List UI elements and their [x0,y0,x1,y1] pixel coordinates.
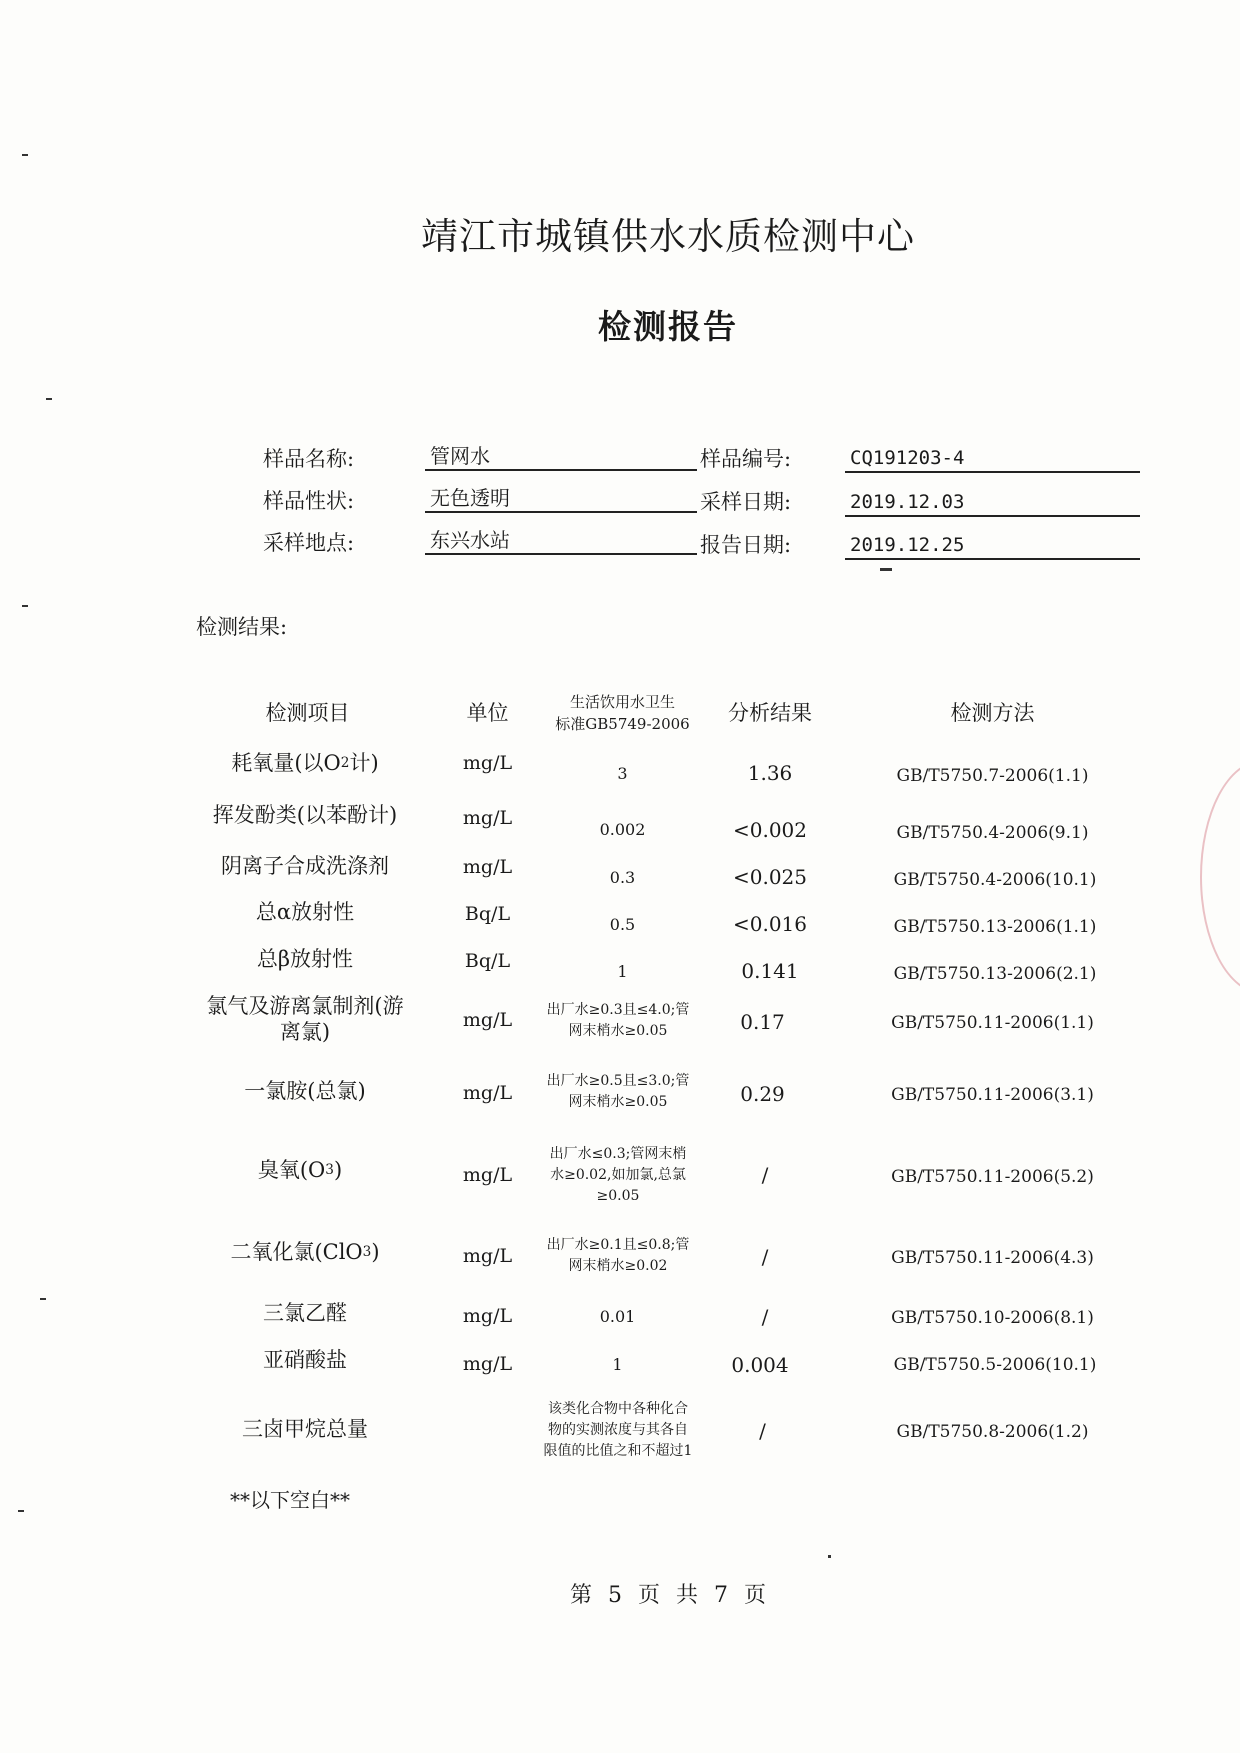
header-unit: 单位 [466,701,509,725]
section-title: 检测结果: [196,615,288,639]
blank-note: **以下空白** [230,1488,350,1512]
table-row-item: 臭氧(O 3 ) [257,1158,343,1182]
table-row-item: 总β放射性 [256,947,354,971]
table-row-result: 1.36 [747,761,793,785]
table-row-standard: 1 [617,961,628,981]
table-row-standard: 0.5 [609,914,636,934]
table-row-method: GB/T5750.7-2006(1.1) [896,766,1089,786]
table-row-standard: 0.3 [609,867,636,887]
table-row-standard: 1 [612,1354,623,1374]
table-row-standard: 出厂水≥0.5且≤3.0;管网末梢水≥0.05 [546,1073,690,1110]
table-row-standard: 出厂水≥0.1且≤0.8;管网末梢水≥0.02 [546,1237,690,1274]
table-row-item: 二氧化氯(ClO 3 ) [230,1240,380,1264]
table-row-item: 耗氧量(以O 2 计) [231,751,379,775]
table-row-result: / [761,1163,769,1187]
table-row-unit: mg/L [462,752,513,774]
table-row-unit: mg/L [462,1082,513,1104]
table-row-standard: 0.002 [599,819,646,839]
table-row-item: 挥发酚类(以苯酚计) [212,803,398,827]
table-row-unit: Bq/L [464,950,511,972]
sample-location-label: 采样地点: [263,531,355,555]
report-date-label: 报告日期: [700,533,792,557]
table-row-standard: 0.01 [599,1306,636,1326]
header-standard [535,688,710,738]
table-row-standard: 出厂水≥0.3且≤4.0;管网末梢水≥0.05 [546,1002,690,1039]
table-row-result: <0.016 [732,912,807,936]
table-row-unit: mg/L [462,1305,513,1327]
stamp-mark [1200,760,1240,994]
table-row-result: / [761,1305,769,1329]
scan-speck [22,154,28,156]
table-row-item: 氯气及游离氯制剂(游离氯) [206,994,404,1044]
scan-speck [880,568,892,571]
table-row-result: <0.025 [732,865,807,889]
sample-number-value: CQ191203-4 [845,443,1140,473]
scan-speck [828,1555,831,1558]
header-item: 检测项目 [265,701,350,725]
table-row-method: GB/T5750.4-2006(9.1) [896,823,1089,843]
table-row-result: 0.29 [740,1082,785,1106]
table-row-method: GB/T5750.11-2006(3.1) [891,1085,1094,1105]
header-standard-line1: 生活饮用水卫生 [569,693,675,711]
table-row-method: GB/T5750.11-2006(1.1) [891,1013,1094,1033]
table-row-result: / [759,1419,766,1443]
table-row-item: 阴离子合成洗涤剂 [221,854,389,878]
sample-state-label: 样品性状: [263,489,355,513]
scan-speck [18,1510,24,1512]
table-row-unit: mg/L [462,807,513,829]
sample-date-value: 2019.12.03 [845,487,1140,517]
table-row-unit [445,1411,530,1447]
sample-location-value: 东兴水站 [425,525,697,555]
table-row-item: 三卤甲烷总量 [242,1417,368,1441]
table-row-method: GB/T5750.11-2006(4.3) [891,1248,1094,1268]
header-result: 分析结果 [728,701,812,725]
report-title: 检测报告 [598,307,738,346]
table-row-method: GB/T5750.10-2006(8.1) [891,1308,1094,1328]
table-row-unit: Bq/L [464,903,511,925]
table-row-method: GB/T5750.5-2006(10.1) [893,1355,1097,1375]
table-row-method: GB/T5750.8-2006(1.2) [896,1422,1089,1442]
table-row-unit: mg/L [462,856,513,878]
table-row-item: 一氯胺(总氯) [244,1079,366,1103]
table-row-method: GB/T5750.4-2006(10.1) [893,870,1097,890]
table-row-unit: mg/L [462,1353,513,1375]
table-row-item: 三氯乙醛 [263,1301,347,1325]
table-row-result: 0.004 [731,1353,789,1377]
table-row-standard: 该类化合物中各种化合物的实测浓度与其各自限值的比值之和不超过1 [543,1400,693,1459]
sample-name-value: 管网水 [425,441,697,471]
report-date-value: 2019.12.25 [845,530,1140,560]
table-row-unit: mg/L [462,1164,513,1186]
table-row-result: / [761,1245,769,1269]
sample-date-label: 采样日期: [700,490,792,514]
table-row-unit: mg/L [462,1245,513,1267]
table-row-item: 亚硝酸盐 [263,1348,347,1372]
table-row-unit: mg/L [462,1009,513,1031]
sample-number-label: 样品编号: [700,447,792,471]
page-number: 第 5 页 共 7 页 [569,1583,767,1608]
table-row-item: 总α放射性 [255,900,355,924]
header-standard-line2: 标准GB5749-2006 [555,715,690,733]
sample-name-label: 样品名称: [263,447,355,471]
scan-speck [46,398,52,400]
org-title: 靖江市城镇供水水质检测中心 [421,215,915,258]
scan-speck [40,1298,46,1300]
table-row-standard: 出厂水≤0.3;管网末梢水≥0.02,如加氯,总氯≥0.05 [549,1145,687,1204]
table-row-result: <0.002 [732,818,807,842]
sample-state-value: 无色透明 [425,483,697,513]
table-row-method: GB/T5750.13-2006(1.1) [893,917,1097,937]
table-row-standard: 3 [617,763,628,783]
header-method: 检测方法 [950,701,1035,725]
table-row-method: GB/T5750.11-2006(5.2) [891,1167,1094,1187]
table-row-result: 0.141 [741,959,799,983]
table-row-method: GB/T5750.13-2006(2.1) [893,964,1097,984]
table-row-result: 0.17 [740,1010,785,1034]
scan-speck [22,605,28,607]
